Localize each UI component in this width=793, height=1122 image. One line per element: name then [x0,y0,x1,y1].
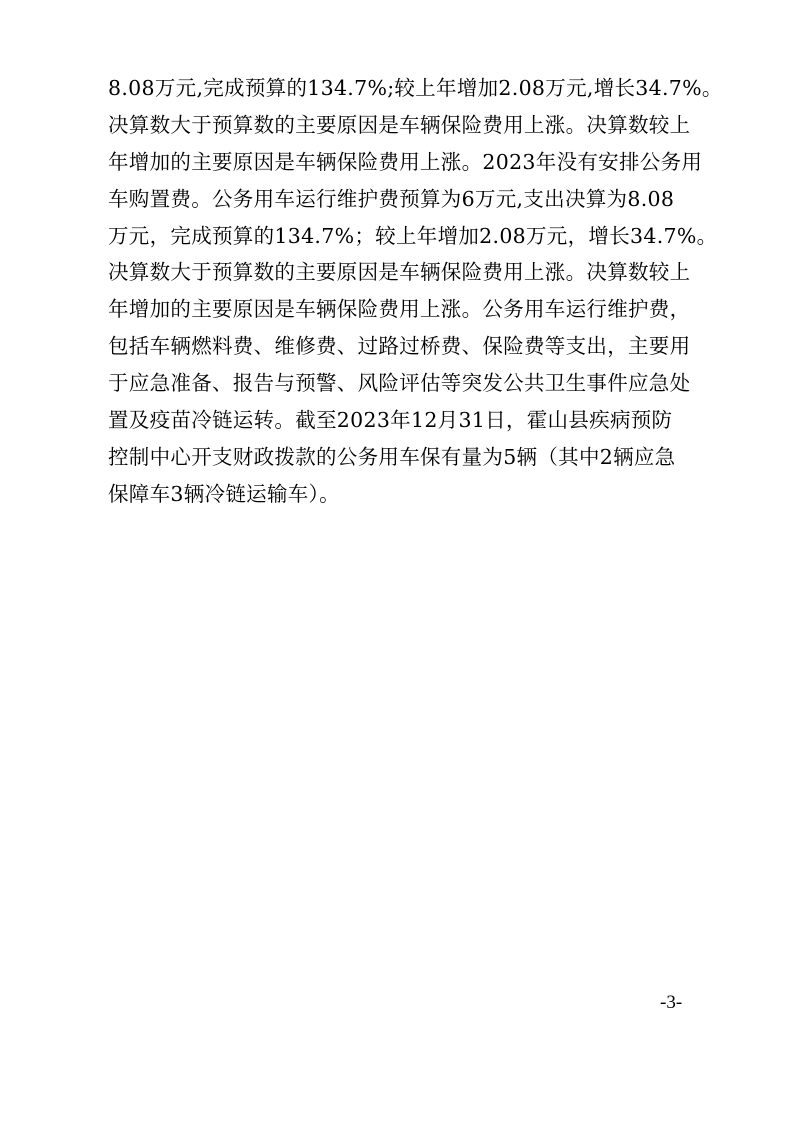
paragraph-line: 决算数大于预算数的主要原因是车辆保险费用上涨。决算数较上 [108,260,691,285]
paragraph-line: 年增加的主要原因是车辆保险费用上涨。公务用车运行维护费， [108,297,691,322]
paragraph-line: 年增加的主要原因是车辆保险费用上涨。2023年没有安排公务用 [108,149,703,174]
page-number: -3- [660,992,683,1013]
paragraph-line: 控制中心开支财政拨款的公务用车保有量为5辆（其中2辆应急 [108,444,676,469]
paragraph-line: 万元，完成预算的134.7%；较上年增加2.08万元，增长34.7%。 [108,223,718,248]
paragraph-line: 于应急准备、报告与预警、风险评估等突发公共卫生事件应急处 [108,371,691,396]
paragraph-line: 8.08万元,完成预算的134.7%;较上年增加2.08万元,增长34.7%。 [108,76,723,100]
paragraph-line: 置及疫苗冷链运转。截至2023年12月31日，霍山县疾病预防 [108,408,673,433]
document-body [108,70,723,513]
paragraph-line: 保障车3辆冷链运输车）。 [108,481,340,506]
paragraph-line: 车购置费。公务用车运行维护费预算为6万元,支出决算为8.08 [108,186,675,211]
paragraph-line: 包括车辆燃料费、维修费、过路过桥费、保险费等支出，主要用 [108,334,691,359]
paragraph-line: 决算数大于预算数的主要原因是车辆保险费用上涨。决算数较上 [108,112,691,137]
